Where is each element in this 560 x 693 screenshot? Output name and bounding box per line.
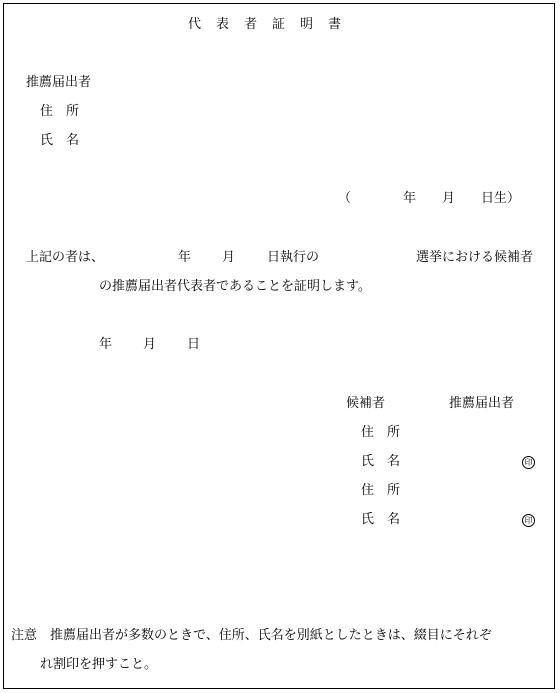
recommender-address-label: 住 所 (40, 104, 80, 119)
statement-year: 年 (178, 250, 192, 265)
date-day: 日 (187, 337, 201, 352)
signatory2-address-label: 住 所 (361, 483, 401, 498)
signatory2-name-label: 氏 名 (361, 512, 401, 527)
birth-date-line: （ 年 月 日生） (338, 191, 521, 206)
document-frame (3, 3, 555, 689)
seal-mark: 印 (522, 456, 535, 469)
statement-month: 月 (222, 250, 236, 265)
document-title: 代表者証明書 (188, 17, 357, 32)
recommender-heading: 推薦届出者 (26, 75, 92, 90)
statement-line2: の推薦届出者代表者であることを証明します。 (99, 279, 371, 294)
note-line2: れ割印を押すこと。 (40, 657, 158, 672)
seal-mark: 印 (522, 514, 535, 527)
signatory-recommender-label: 推薦届出者 (449, 396, 515, 411)
date-month: 月 (143, 337, 157, 352)
statement-day: 日執行の (267, 250, 320, 265)
signatory1-address-label: 住 所 (361, 425, 401, 440)
note-line1: 注意 推薦届出者が多数のときで、住所、氏名を別紙としたときは、綴目にそれぞ (11, 628, 492, 643)
statement-election: 選挙における候補者 (416, 250, 534, 265)
statement-prefix: 上記の者は、 (26, 250, 105, 265)
signatory1-name-label: 氏 名 (361, 454, 401, 469)
date-year: 年 (99, 337, 113, 352)
candidate-label: 候補者 (346, 396, 386, 411)
recommender-name-label: 氏 名 (40, 133, 80, 148)
